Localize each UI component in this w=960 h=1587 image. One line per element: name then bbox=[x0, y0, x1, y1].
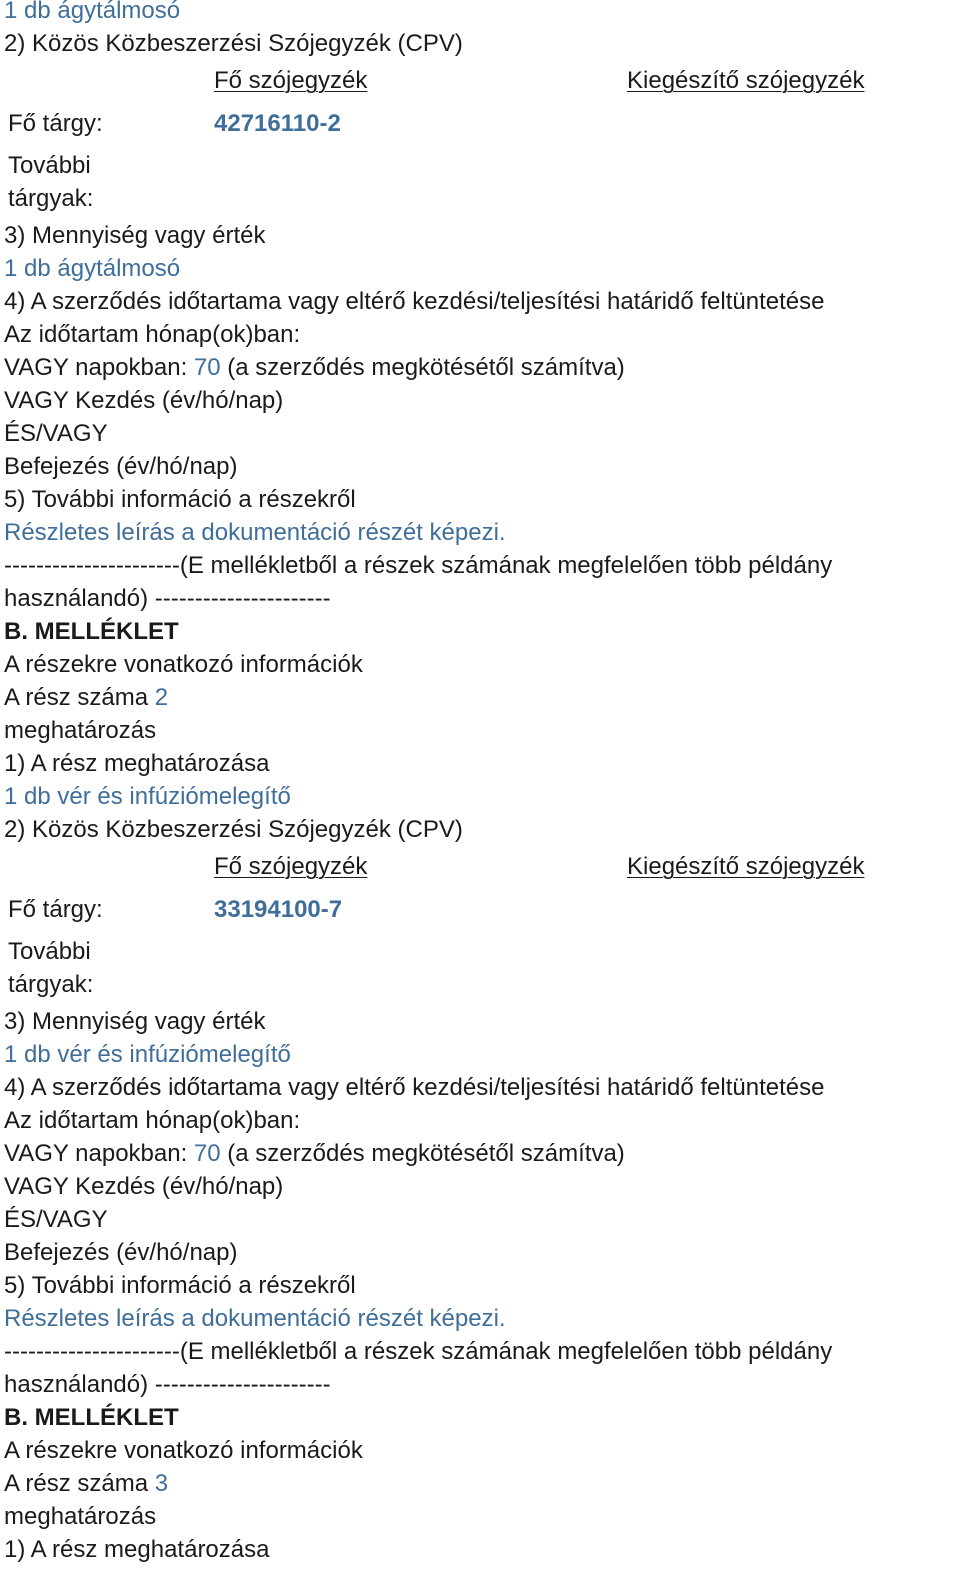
part-definition-value: 1 db vér és infúziómelegítő bbox=[4, 783, 291, 810]
definition-label: meghatározás bbox=[4, 717, 157, 744]
main-vocab-label: Fő szójegyzék bbox=[214, 853, 368, 880]
supp-vocab-label: Kiegészítő szójegyzék bbox=[627, 853, 865, 880]
duration-months: Az időtartam hónap(ok)ban: bbox=[4, 1107, 301, 1134]
duration-heading: 4) A szerződés időtartama vagy eltérő kezdési/teljesítési határidő feltüntetése bbox=[4, 1074, 825, 1101]
main-subject-code: 42716110-2 bbox=[214, 110, 341, 137]
main-subject-label: Fő tárgy: bbox=[8, 110, 103, 137]
days-prefix: VAGY napokban: bbox=[4, 1140, 194, 1167]
duration-heading: 4) A szerződés időtartama vagy eltérő kezdési/teljesítési határidő feltüntetése bbox=[4, 288, 825, 315]
days-value: 70 bbox=[193, 1140, 221, 1167]
main-subject-code: 33194100-7 bbox=[214, 896, 343, 923]
separator-line: ----------------------(E mellékletből a részek számának megfelelően több példány bbox=[4, 552, 833, 579]
separator-line: ----------------------(E mellékletből a részek számának megfelelően több példány bbox=[4, 1338, 833, 1365]
additional-info-value: Részletes leírás a dokumentáció részét képezi. bbox=[4, 519, 506, 546]
and-or: ÉS/VAGY bbox=[4, 420, 108, 447]
duration-days bbox=[4, 353, 625, 383]
start-label: VAGY Kezdés (év/hó/nap) bbox=[4, 387, 284, 414]
and-or: ÉS/VAGY bbox=[4, 1206, 108, 1233]
days-suffix: (a szerződés megkötésétől számítva) bbox=[220, 1140, 625, 1167]
separator-line-2: használandó) ---------------------- bbox=[4, 585, 331, 612]
days-value: 70 bbox=[193, 354, 221, 381]
start-label: VAGY Kezdés (év/hó/nap) bbox=[4, 1173, 284, 1200]
part-number-label: A rész száma bbox=[4, 1470, 155, 1497]
annex-subtitle: A részekre vonatkozó információk bbox=[4, 1437, 363, 1464]
additional-subjects-label-2: tárgyak: bbox=[8, 185, 94, 212]
separator-line-2: használandó) ---------------------- bbox=[4, 1371, 331, 1398]
end-label: Befejezés (év/hó/nap) bbox=[4, 453, 238, 480]
part-number-value: 3 bbox=[154, 1470, 169, 1497]
quantity-top: 1 db ágytálmosó bbox=[4, 0, 181, 24]
end-label: Befejezés (év/hó/nap) bbox=[4, 1239, 238, 1266]
duration-days bbox=[4, 1139, 625, 1169]
additional-info-value: Részletes leírás a dokumentáció részét képezi. bbox=[4, 1305, 506, 1332]
main-vocab-label: Fő szójegyzék bbox=[214, 67, 368, 94]
additional-info-heading: 5) További információ a részekről bbox=[4, 1272, 356, 1299]
days-suffix: (a szerződés megkötésétől számítva) bbox=[220, 354, 625, 381]
quantity-heading: 3) Mennyiség vagy érték bbox=[4, 222, 266, 249]
quantity-value: 1 db vér és infúziómelegítő bbox=[4, 1041, 291, 1068]
duration-months: Az időtartam hónap(ok)ban: bbox=[4, 321, 301, 348]
quantity-heading: 3) Mennyiség vagy érték bbox=[4, 1008, 266, 1035]
definition-label: meghatározás bbox=[4, 1503, 157, 1530]
additional-subjects-label-2: tárgyak: bbox=[8, 971, 94, 998]
supp-vocab-label: Kiegészítő szójegyzék bbox=[627, 67, 865, 94]
additional-info-heading: 5) További információ a részekről bbox=[4, 486, 356, 513]
additional-subjects-label: További bbox=[8, 938, 91, 965]
main-subject-label: Fő tárgy: bbox=[8, 896, 103, 923]
part-number-value: 2 bbox=[154, 684, 169, 711]
days-prefix: VAGY napokban: bbox=[4, 354, 194, 381]
part-number-label: A rész száma bbox=[4, 684, 155, 711]
annex-subtitle: A részekre vonatkozó információk bbox=[4, 651, 363, 678]
annex-title: B. MELLÉKLET bbox=[4, 618, 179, 645]
additional-subjects-label: További bbox=[8, 152, 91, 179]
part-definition-heading: 1) A rész meghatározása bbox=[4, 750, 270, 777]
annex-title: B. MELLÉKLET bbox=[4, 1404, 179, 1431]
cpv-heading: 2) Közös Közbeszerzési Szójegyzék (CPV) bbox=[4, 30, 463, 57]
part-definition-heading: 1) A rész meghatározása bbox=[4, 1536, 270, 1563]
part-number bbox=[4, 1469, 168, 1499]
part-number bbox=[4, 683, 168, 713]
quantity-value: 1 db ágytálmosó bbox=[4, 255, 181, 282]
cpv-heading: 2) Közös Közbeszerzési Szójegyzék (CPV) bbox=[4, 816, 463, 843]
